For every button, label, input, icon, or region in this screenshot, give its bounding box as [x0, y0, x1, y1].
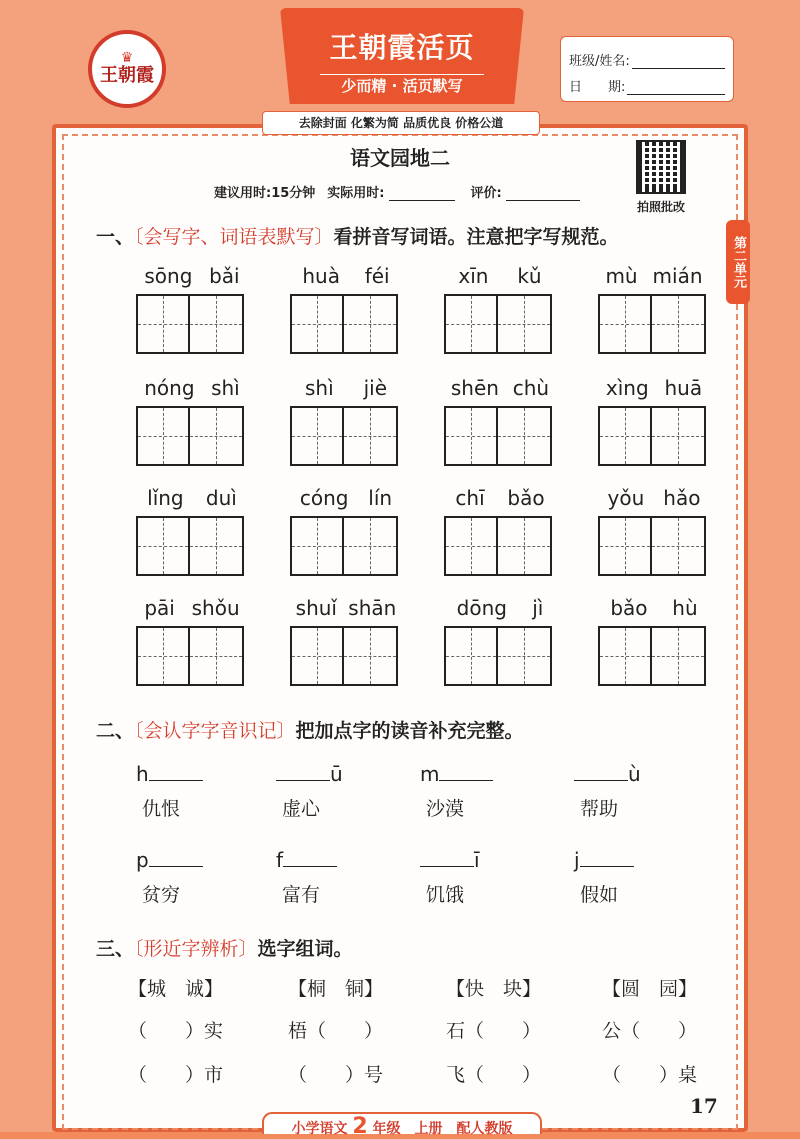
- pinyin-syllable: xīn: [458, 264, 489, 288]
- writing-box[interactable]: [444, 626, 498, 686]
- pinyin-syllable: hù: [672, 596, 698, 620]
- writing-box[interactable]: [652, 516, 706, 576]
- pinyin-syllable: bǎo: [507, 486, 545, 510]
- writing-box[interactable]: [344, 626, 398, 686]
- crown-icon: ♛: [120, 50, 134, 66]
- dotted-word: 假如: [580, 884, 619, 906]
- writing-box[interactable]: [190, 406, 244, 466]
- writing-box[interactable]: [598, 406, 652, 466]
- dotted-word: 仇恨: [142, 798, 181, 820]
- date-field[interactable]: [627, 80, 725, 95]
- writing-box[interactable]: [290, 516, 344, 576]
- pinyin-row: [598, 484, 710, 512]
- pinyin-syllable: yǒu: [607, 486, 645, 510]
- writing-boxes: [290, 406, 402, 466]
- section2-heading: [96, 716, 524, 743]
- writing-box[interactable]: [190, 626, 244, 686]
- word-blank[interactable]: （ ）号: [288, 1064, 384, 1086]
- pronunciation-answer: [420, 760, 550, 786]
- pinyin-word: [444, 262, 556, 354]
- pinyin-row: [444, 262, 556, 290]
- page-title: 语文园地二: [350, 146, 450, 170]
- pronunciation-answer: [276, 846, 406, 872]
- word-blank[interactable]: 飞（ ）: [446, 1064, 542, 1086]
- section3-heading: [96, 934, 353, 961]
- unit-side-tab: 第二单元: [726, 220, 750, 304]
- pinyin-word: [136, 484, 248, 576]
- final-letter: ī: [474, 848, 480, 872]
- pinyin-row: [136, 594, 248, 622]
- writing-box[interactable]: [652, 406, 706, 466]
- footer-edition: 年级 上册 配人教版: [372, 1121, 513, 1137]
- section3-instruction: 选字组词。: [257, 938, 353, 960]
- initial-letter: p: [136, 848, 149, 872]
- writing-boxes: [290, 626, 402, 686]
- dotted-word: 贫穷: [142, 884, 181, 906]
- writing-box[interactable]: [190, 294, 244, 354]
- pinyin-row: [444, 594, 556, 622]
- section1-tag: 〔会写字、词语表默写〕: [134, 226, 334, 248]
- pinyin-row: [136, 262, 248, 290]
- pinyin-syllable: lín: [368, 486, 393, 510]
- writing-box[interactable]: [136, 516, 190, 576]
- pinyin-syllable: jì: [532, 596, 544, 620]
- pronunciation-answer: [136, 760, 266, 786]
- writing-box[interactable]: [652, 626, 706, 686]
- pinyin-syllable: shān: [348, 596, 397, 620]
- pinyin-syllable: bǎo: [610, 596, 648, 620]
- pinyin-syllable: duì: [205, 486, 237, 510]
- pinyin-word: [598, 374, 710, 466]
- writing-box[interactable]: [598, 294, 652, 354]
- pronunciation-answer: [574, 846, 704, 872]
- pronunciation-answer: [574, 760, 704, 786]
- section2-instruction: 把加点字的读音补充完整。: [295, 720, 524, 742]
- pronunciation-item: [136, 760, 266, 821]
- pinyin-word: [290, 594, 402, 686]
- pronunciation-item: [420, 846, 550, 907]
- word-blank[interactable]: 公（ ）: [602, 1020, 698, 1042]
- writing-box[interactable]: [652, 294, 706, 354]
- qr-code-icon[interactable]: [636, 140, 686, 194]
- score-field[interactable]: [506, 188, 580, 201]
- writing-box[interactable]: [498, 294, 552, 354]
- writing-boxes: [136, 626, 248, 686]
- pinyin-syllable: mù: [605, 264, 638, 288]
- student-info-box: [560, 36, 734, 102]
- pronunciation-item: [420, 760, 550, 821]
- pinyin-syllable: kǔ: [517, 264, 542, 288]
- class-name-field[interactable]: [632, 54, 725, 69]
- score-label: 评价:: [470, 186, 502, 201]
- writing-box[interactable]: [136, 294, 190, 354]
- pinyin-syllable: mián: [652, 264, 703, 288]
- pinyin-row: [290, 594, 402, 622]
- pinyin-syllable: chī: [455, 486, 485, 510]
- pinyin-word: [290, 374, 402, 466]
- initial-letter: j: [574, 848, 580, 872]
- pronunciation-item: [136, 846, 266, 907]
- section2-tag: 〔会认字字音识记〕: [134, 720, 296, 742]
- pinyin-syllable: shēn: [450, 376, 499, 400]
- brand-tagline: 少而精 · 活页默写: [320, 74, 484, 97]
- pinyin-word: [290, 262, 402, 354]
- pinyin-row: [444, 374, 556, 402]
- pronunciation-answer: [420, 846, 550, 872]
- pinyin-syllable: hǎo: [663, 486, 701, 510]
- dotted-word: 饥饿: [426, 884, 465, 906]
- pinyin-word: [290, 484, 402, 576]
- word-blank[interactable]: （ ）桌: [602, 1064, 698, 1086]
- pronunciation-item: [574, 760, 704, 821]
- section2-number: 二、: [96, 720, 135, 742]
- pinyin-syllable: bǎi: [209, 264, 240, 288]
- pinyin-syllable: nóng: [144, 376, 195, 400]
- pinyin-syllable: sōng: [144, 264, 193, 288]
- writing-box[interactable]: [498, 516, 552, 576]
- writing-box[interactable]: [498, 626, 552, 686]
- answer-blank[interactable]: [283, 846, 337, 867]
- page-number: 17: [690, 1094, 718, 1118]
- pinyin-word: [598, 262, 710, 354]
- footer-label: [262, 1112, 542, 1139]
- writing-box[interactable]: [290, 406, 344, 466]
- writing-box[interactable]: [136, 626, 190, 686]
- section1-number: 一、: [96, 226, 135, 248]
- answer-blank[interactable]: [276, 760, 330, 781]
- dotted-word: 沙漠: [426, 798, 465, 820]
- final-letter: ū: [330, 762, 343, 786]
- answer-blank[interactable]: [149, 760, 203, 781]
- dotted-word: 虚心: [282, 798, 321, 820]
- pinyin-row: [598, 262, 710, 290]
- pronunciation-item: [574, 846, 704, 907]
- writing-boxes: [598, 516, 710, 576]
- writing-box[interactable]: [444, 406, 498, 466]
- pinyin-word: [136, 374, 248, 466]
- writing-box[interactable]: [136, 406, 190, 466]
- writing-boxes: [444, 516, 556, 576]
- pinyin-syllable: pāi: [144, 596, 175, 620]
- pinyin-syllable: shuǐ: [295, 596, 337, 620]
- pinyin-row: [136, 484, 248, 512]
- brand-logo: [88, 30, 166, 108]
- writing-boxes: [290, 516, 402, 576]
- pinyin-row: [598, 374, 710, 402]
- word-blank[interactable]: 梧（ ）: [288, 1020, 384, 1042]
- pinyin-syllable: lǐng: [147, 486, 184, 510]
- pinyin-word: [598, 484, 710, 576]
- word-blank[interactable]: （ ）实: [128, 1020, 224, 1042]
- writing-box[interactable]: [444, 294, 498, 354]
- writing-box[interactable]: [344, 294, 398, 354]
- pinyin-row: [444, 484, 556, 512]
- writing-boxes: [598, 626, 710, 686]
- char-group: 【圆 园】: [602, 978, 698, 1000]
- pinyin-word: [444, 374, 556, 466]
- writing-box[interactable]: [290, 294, 344, 354]
- footer-subject: 小学语文: [291, 1121, 348, 1137]
- answer-blank[interactable]: [574, 760, 628, 781]
- footer-grade: 2: [352, 1114, 368, 1139]
- pinyin-syllable: huà: [302, 264, 340, 288]
- writing-box[interactable]: [290, 626, 344, 686]
- section1-heading: [96, 222, 619, 249]
- initial-letter: h: [136, 762, 149, 786]
- pinyin-syllable: dōng: [456, 596, 507, 620]
- writing-boxes: [290, 294, 402, 354]
- time-meta: [214, 182, 580, 201]
- writing-box[interactable]: [344, 406, 398, 466]
- writing-box[interactable]: [598, 626, 652, 686]
- writing-boxes: [598, 294, 710, 354]
- pronunciation-item: [276, 846, 406, 907]
- pinyin-syllable: shì: [304, 376, 334, 400]
- pinyin-syllable: huā: [664, 376, 703, 400]
- writing-boxes: [136, 294, 248, 354]
- slogan-bar: 去除封面 化繁为简 品质优良 价格公道: [262, 111, 540, 135]
- pinyin-row: [290, 374, 402, 402]
- writing-boxes: [136, 406, 248, 466]
- writing-box[interactable]: [190, 516, 244, 576]
- section3-number: 三、: [96, 938, 135, 960]
- writing-boxes: [444, 626, 556, 686]
- writing-boxes: [136, 516, 248, 576]
- date-label: 日 期:: [569, 80, 626, 95]
- writing-box[interactable]: [444, 516, 498, 576]
- dotted-word: 帮助: [580, 798, 619, 820]
- answer-blank[interactable]: [580, 846, 634, 867]
- pinyin-syllable: shì: [211, 376, 240, 400]
- pinyin-word: [136, 262, 248, 354]
- pinyin-syllable: chù: [512, 376, 550, 400]
- actual-time-field[interactable]: [389, 188, 455, 201]
- pronunciation-answer: [276, 760, 406, 786]
- initial-letter: m: [420, 762, 440, 786]
- pinyin-row: [598, 594, 710, 622]
- writing-box[interactable]: [498, 406, 552, 466]
- actual-time-label: 实际用时:: [327, 186, 385, 201]
- section3-tag: 〔形近字辨析〕: [134, 938, 258, 960]
- pinyin-row: [290, 484, 402, 512]
- dotted-word: 富有: [282, 884, 321, 906]
- pinyin-word: [136, 594, 248, 686]
- pinyin-syllable: shǒu: [191, 596, 240, 620]
- pinyin-row: [136, 374, 248, 402]
- char-group: 【快 块】: [446, 978, 542, 1000]
- initial-letter: f: [276, 848, 284, 872]
- pronunciation-item: [276, 760, 406, 821]
- pinyin-row: [290, 262, 402, 290]
- qr-label: 拍照批改: [636, 200, 685, 214]
- pronunciation-answer: [136, 846, 266, 872]
- pinyin-word: [598, 594, 710, 686]
- pinyin-syllable: féi: [364, 264, 390, 288]
- logo-text: 王朝霞: [100, 65, 154, 86]
- writing-box[interactable]: [344, 516, 398, 576]
- answer-blank[interactable]: [420, 846, 474, 867]
- suggested-time: 建议用时:15分钟: [214, 186, 316, 201]
- pinyin-word: [444, 484, 556, 576]
- word-blank[interactable]: （ ）市: [128, 1064, 224, 1086]
- pinyin-syllable: jiè: [363, 376, 387, 400]
- char-group: 【城 诚】: [128, 978, 224, 1000]
- answer-blank[interactable]: [439, 760, 493, 781]
- pinyin-syllable: cóng: [299, 486, 349, 510]
- pinyin-syllable: xìng: [605, 376, 649, 400]
- char-group: 【桐 铜】: [288, 978, 384, 1000]
- final-letter: ù: [628, 762, 641, 786]
- writing-box[interactable]: [598, 516, 652, 576]
- writing-boxes: [598, 406, 710, 466]
- writing-boxes: [444, 294, 556, 354]
- brand-title: 王朝霞活页: [329, 31, 475, 64]
- section1-instruction: 看拼音写词语。注意把字写规范。: [333, 226, 619, 248]
- pinyin-word: [444, 594, 556, 686]
- answer-blank[interactable]: [149, 846, 203, 867]
- class-name-label: 班级/姓名:: [569, 54, 630, 69]
- word-blank[interactable]: 石（ ）: [446, 1020, 542, 1042]
- writing-boxes: [444, 406, 556, 466]
